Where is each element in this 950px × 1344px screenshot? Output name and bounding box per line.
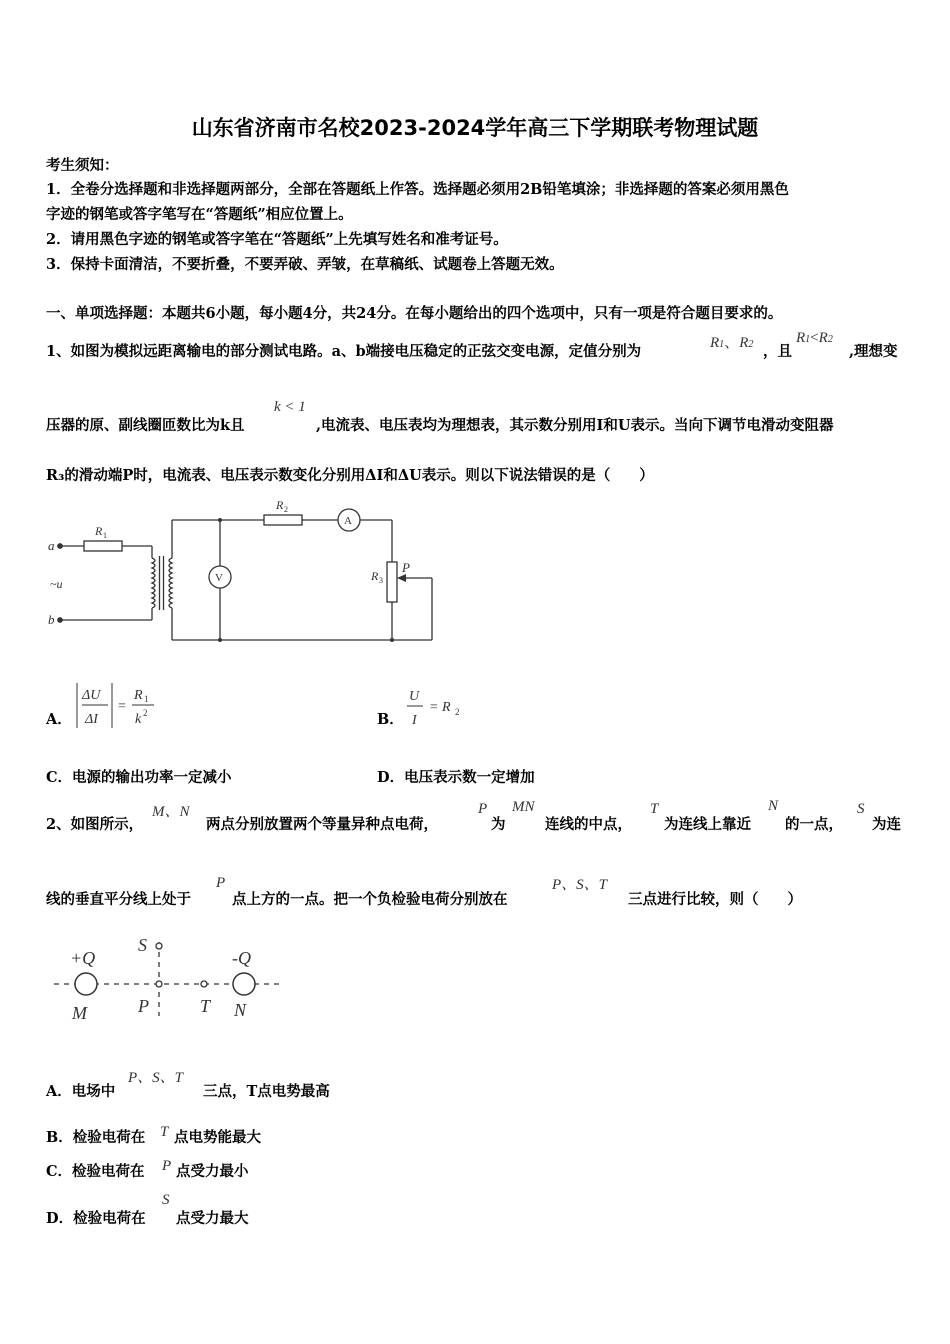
- r2-sub: 2: [748, 339, 754, 350]
- label-b: b: [48, 612, 55, 627]
- q2-line-2b: 点上方的一点。把一个负检验电荷分别放在: [232, 891, 508, 908]
- charge-m: [75, 973, 97, 995]
- voltmeter-label: V: [215, 572, 223, 584]
- q1-line-3: R₃的滑动端P时，电流表、电压表示数变化分别用ΔI和ΔU表示。则以下说法错误的是（ ）: [46, 467, 654, 484]
- q2-math-mn-2: MN: [512, 799, 535, 815]
- label-r3: R: [371, 569, 379, 583]
- label-p: P: [138, 996, 149, 1016]
- frac-a-rnum: R: [134, 688, 143, 703]
- label-n: N: [234, 1000, 247, 1020]
- q2-line-1g: 为连: [872, 816, 901, 833]
- q2-option-d-math: S: [162, 1192, 170, 1208]
- q1-option-d: D．电压表示数一定增加: [377, 769, 535, 786]
- charges-diagram: [44, 928, 294, 1028]
- page-title: 山东省济南市名校2023-2024学年高三下学期联考物理试题: [191, 116, 759, 140]
- q2-math-p: P: [478, 801, 488, 817]
- r2-sub: 2: [827, 334, 833, 345]
- q2-line-2c: 三点进行比较，则（ ）: [628, 891, 802, 908]
- notice-line-1a: 1．全卷分选择题和非选择题两部分，全部在答题纸上作答。选择题必须用2B铅笔填涂；非选择题的答案必须用黑色: [46, 181, 789, 198]
- label-a: a: [48, 538, 55, 553]
- notice-line-2: 2．请用黑色字迹的钢笔或答字笔在“答题纸”上先填写姓名和准考证号。: [46, 231, 508, 248]
- q1-option-c: C．电源的输出功率一定减小: [46, 769, 232, 786]
- r2-symbol: R: [818, 330, 828, 346]
- separator: 、: [724, 335, 740, 351]
- point-t: [201, 981, 207, 987]
- q2-option-a-math: P、S、T: [128, 1070, 184, 1086]
- resistor-r3: [387, 562, 397, 602]
- q1-math-r1-lt-r2: [796, 327, 833, 347]
- label-s: S: [138, 935, 147, 955]
- point-s: [156, 943, 162, 949]
- terminal-b: [58, 618, 62, 622]
- q1-line-1b: ，且: [763, 343, 792, 360]
- q2-option-b-2: 点电势能最大: [174, 1129, 261, 1146]
- frac-a-eq: =: [118, 699, 126, 714]
- junction-bottom: [218, 638, 222, 642]
- label-u: ~u: [50, 577, 63, 591]
- r1-symbol: R: [710, 335, 720, 351]
- slider-arrow: [397, 574, 406, 582]
- q1-line-1a: 1、如图为模拟远距离输电的部分测试电路。a、b端接电压稳定的正弦交变电源，定值分别为: [46, 343, 642, 360]
- label-r1: R: [95, 524, 103, 538]
- q1-line-1c: ,理想变: [849, 343, 898, 360]
- frac-b-eq: = R: [429, 700, 451, 715]
- junction-right: [390, 638, 394, 642]
- q2-option-a-1: A．电场中: [46, 1083, 116, 1100]
- q2-option-c-1: C．检验电荷在: [46, 1163, 145, 1180]
- q1-option-a-formula: [72, 680, 172, 732]
- q1-math-r1-r2: [710, 331, 753, 352]
- frac-a-rden-sup: 2: [143, 708, 148, 718]
- less-than: <: [810, 330, 819, 346]
- q1-line-2b: ,电流表、电压表均为理想表，其示数分别用I和U表示。当向下调节电滑动变阻器: [316, 417, 834, 434]
- q1-option-b-label: B．: [377, 711, 404, 728]
- label-r3-sub: 3: [379, 576, 383, 585]
- point-p: [156, 981, 162, 987]
- r1-sub: 1: [719, 339, 725, 350]
- q2-math-pst: P、S、T: [552, 877, 608, 893]
- q1-option-a-label: A．: [46, 711, 72, 728]
- q2-option-d-1: D．检验电荷在: [46, 1210, 146, 1227]
- notice-line-3: 3．保持卡面清洁，不要折叠，不要弄破、弄皱，在草稿纸、试题卷上答题无效。: [46, 256, 564, 273]
- q2-option-d-2: 点受力最大: [176, 1210, 249, 1227]
- ammeter-label: A: [344, 515, 352, 527]
- q2-line-1c: 为: [491, 816, 506, 833]
- label-p: P: [402, 560, 410, 575]
- q2-math-p-2: P: [216, 875, 226, 891]
- label-m: M: [72, 1003, 87, 1023]
- resistor-r2: [264, 515, 302, 525]
- label-r1-sub: 1: [103, 531, 107, 540]
- charge-n: [233, 973, 255, 995]
- primary-coil: [152, 558, 155, 608]
- circuit-diagram: [40, 494, 440, 646]
- label-t: T: [200, 996, 211, 1016]
- notice-line-1b: 字迹的钢笔或答字笔写在“答题纸”相应位置上。: [46, 206, 353, 223]
- notice-heading: 考生须知：: [46, 157, 119, 174]
- q2-math-t: T: [650, 801, 659, 817]
- section-heading: 一、单项选择题：本题共6小题，每小题4分，共24分。在每小题给出的四个选项中，只有一项是符合题目要求的。: [46, 305, 783, 322]
- frac-b-num: U: [409, 689, 420, 704]
- q1-line-2a: 压器的原、副线圈匝数比为k且: [46, 417, 245, 434]
- r2-symbol: R: [739, 335, 749, 351]
- q2-line-1a: 2、如图所示，: [46, 816, 144, 833]
- q2-math-mn: M、N: [152, 804, 190, 820]
- resistor-r1: [84, 541, 122, 551]
- r1-sub: 1: [805, 334, 811, 345]
- q2-math-n: N: [768, 798, 779, 814]
- q2-option-a-2: 三点，T点电势最高: [203, 1083, 330, 1100]
- r1-symbol: R: [796, 330, 806, 346]
- q2-line-1d: 连线的中点，: [545, 816, 632, 833]
- q2-option-c-2: 点受力最小: [176, 1163, 249, 1180]
- frac-a-den: ΔI: [85, 712, 98, 727]
- frac-a-num: ΔU: [82, 688, 101, 703]
- q2-line-1e: 为连线上靠近: [664, 816, 751, 833]
- frac-a-rnum-sub: 1: [144, 694, 149, 704]
- label-plus-q: +Q: [70, 948, 96, 968]
- q1-option-b-formula: [404, 682, 484, 732]
- label-r2: R: [276, 498, 284, 512]
- q2-line-1f: 的一点，: [785, 816, 843, 833]
- frac-b-sub: 2: [455, 707, 460, 717]
- terminal-a: [58, 544, 62, 548]
- q2-line-1b: 两点分别放置两个等量异种点电荷，: [206, 816, 438, 833]
- junction-top: [218, 518, 222, 522]
- q2-option-c-math: P: [162, 1158, 172, 1174]
- q1-math-k-lt-1: k < 1: [274, 399, 306, 415]
- label-minus-q: -Q: [232, 948, 251, 968]
- q2-option-b-math: T: [160, 1124, 169, 1140]
- label-r2-sub: 2: [284, 505, 288, 514]
- frac-b-den: I: [412, 713, 417, 728]
- q2-option-b-1: B．检验电荷在: [46, 1129, 146, 1146]
- q2-math-s: S: [857, 801, 865, 817]
- secondary-coil: [169, 558, 172, 608]
- frac-a-rden: k: [135, 712, 142, 727]
- q2-line-2a: 线的垂直平分线上处于: [46, 891, 191, 908]
